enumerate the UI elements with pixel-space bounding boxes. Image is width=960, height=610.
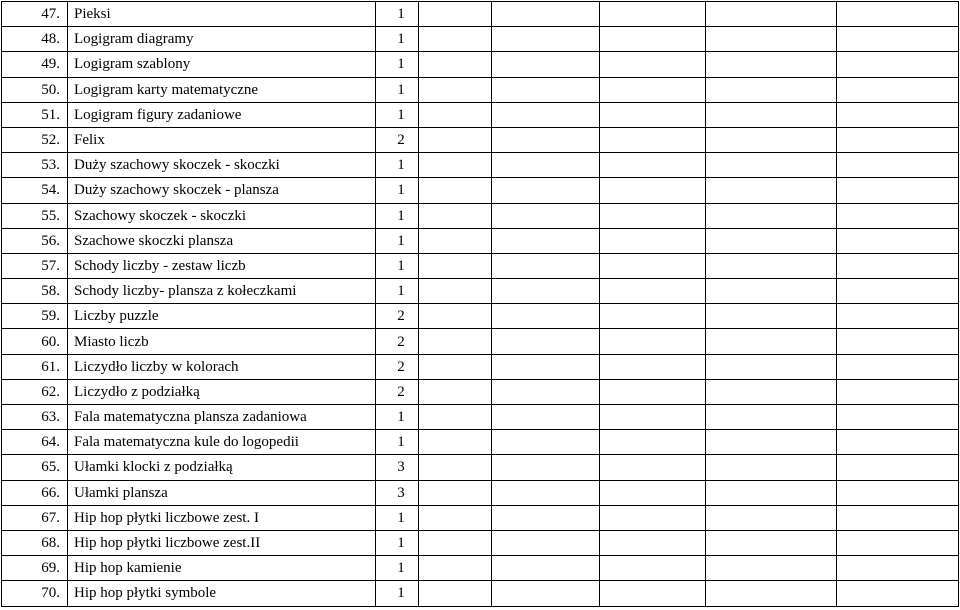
- empty-cell: [600, 279, 706, 304]
- quantity-cell: 1: [376, 430, 419, 455]
- table-row: [2, 505, 959, 530]
- empty-cell: [600, 203, 706, 228]
- empty-cell: [419, 581, 492, 606]
- empty-cell: [837, 581, 959, 606]
- empty-cell: [492, 253, 600, 278]
- empty-cell: [492, 505, 600, 530]
- empty-cell: [706, 127, 837, 152]
- empty-cell: [837, 153, 959, 178]
- quantity-cell: 2: [376, 379, 419, 404]
- empty-cell: [706, 430, 837, 455]
- empty-cell: [419, 455, 492, 480]
- empty-cell: [419, 228, 492, 253]
- empty-cell: [837, 203, 959, 228]
- table-row: [2, 77, 959, 102]
- empty-cell: [419, 379, 492, 404]
- empty-cell: [600, 455, 706, 480]
- item-name-cell: Hip hop kamienie: [68, 556, 376, 581]
- empty-cell: [600, 102, 706, 127]
- empty-cell: [837, 253, 959, 278]
- table-row: [2, 556, 959, 581]
- empty-cell: [706, 505, 837, 530]
- empty-cell: [600, 530, 706, 555]
- empty-cell: [706, 27, 837, 52]
- empty-cell: [706, 455, 837, 480]
- empty-cell: [419, 77, 492, 102]
- quantity-cell: 3: [376, 455, 419, 480]
- empty-cell: [706, 581, 837, 606]
- empty-cell: [419, 430, 492, 455]
- quantity-cell: 1: [376, 581, 419, 606]
- empty-cell: [837, 430, 959, 455]
- row-number-cell: 54.: [2, 178, 68, 203]
- empty-cell: [600, 127, 706, 152]
- item-name-cell: Szachowe skoczki plansza: [68, 228, 376, 253]
- empty-cell: [492, 228, 600, 253]
- empty-cell: [492, 153, 600, 178]
- empty-cell: [706, 279, 837, 304]
- empty-cell: [837, 455, 959, 480]
- empty-cell: [706, 556, 837, 581]
- table-row: [2, 279, 959, 304]
- quantity-cell: 1: [376, 102, 419, 127]
- table-row: [2, 581, 959, 606]
- empty-cell: [600, 153, 706, 178]
- item-name-cell: Schody liczby- plansza z kołeczkami: [68, 279, 376, 304]
- row-number-cell: 49.: [2, 52, 68, 77]
- empty-cell: [492, 127, 600, 152]
- empty-cell: [600, 405, 706, 430]
- table-row: [2, 102, 959, 127]
- empty-cell: [492, 304, 600, 329]
- row-number-cell: 63.: [2, 405, 68, 430]
- empty-cell: [419, 354, 492, 379]
- empty-cell: [600, 253, 706, 278]
- empty-cell: [706, 304, 837, 329]
- empty-cell: [492, 102, 600, 127]
- empty-cell: [837, 329, 959, 354]
- table-row: [2, 228, 959, 253]
- empty-cell: [706, 102, 837, 127]
- item-name-cell: Hip hop płytki symbole: [68, 581, 376, 606]
- empty-cell: [492, 203, 600, 228]
- row-number-cell: 66.: [2, 480, 68, 505]
- empty-cell: [492, 405, 600, 430]
- item-name-cell: Ułamki plansza: [68, 480, 376, 505]
- empty-cell: [600, 581, 706, 606]
- empty-cell: [492, 379, 600, 404]
- quantity-cell: 1: [376, 52, 419, 77]
- empty-cell: [706, 77, 837, 102]
- empty-cell: [600, 52, 706, 77]
- row-number-cell: 53.: [2, 153, 68, 178]
- empty-cell: [600, 2, 706, 27]
- empty-cell: [419, 178, 492, 203]
- quantity-cell: 1: [376, 405, 419, 430]
- empty-cell: [492, 530, 600, 555]
- empty-cell: [837, 379, 959, 404]
- empty-cell: [492, 279, 600, 304]
- empty-cell: [706, 405, 837, 430]
- item-name-cell: Liczydło liczby w kolorach: [68, 354, 376, 379]
- item-name-cell: Duży szachowy skoczek - plansza: [68, 178, 376, 203]
- empty-cell: [837, 480, 959, 505]
- table-row: [2, 178, 959, 203]
- row-number-cell: 61.: [2, 354, 68, 379]
- empty-cell: [706, 379, 837, 404]
- item-name-cell: Logigram diagramy: [68, 27, 376, 52]
- empty-cell: [419, 405, 492, 430]
- empty-cell: [419, 52, 492, 77]
- table-body: [2, 2, 959, 607]
- empty-cell: [706, 530, 837, 555]
- quantity-cell: 1: [376, 153, 419, 178]
- empty-cell: [837, 52, 959, 77]
- empty-cell: [492, 77, 600, 102]
- empty-cell: [837, 279, 959, 304]
- empty-cell: [419, 102, 492, 127]
- empty-cell: [706, 329, 837, 354]
- empty-cell: [419, 153, 492, 178]
- empty-cell: [837, 530, 959, 555]
- quantity-cell: 1: [376, 556, 419, 581]
- empty-cell: [837, 354, 959, 379]
- empty-cell: [492, 354, 600, 379]
- empty-cell: [492, 2, 600, 27]
- item-name-cell: Schody liczby - zestaw liczb: [68, 253, 376, 278]
- empty-cell: [600, 379, 706, 404]
- empty-cell: [419, 556, 492, 581]
- row-number-cell: 58.: [2, 279, 68, 304]
- quantity-cell: 2: [376, 127, 419, 152]
- item-name-cell: Pieksi: [68, 2, 376, 27]
- empty-cell: [492, 329, 600, 354]
- row-number-cell: 52.: [2, 127, 68, 152]
- table-row: [2, 530, 959, 555]
- quantity-cell: 1: [376, 203, 419, 228]
- quantity-cell: 1: [376, 253, 419, 278]
- empty-cell: [600, 178, 706, 203]
- row-number-cell: 47.: [2, 2, 68, 27]
- empty-cell: [600, 77, 706, 102]
- empty-cell: [419, 329, 492, 354]
- empty-cell: [837, 505, 959, 530]
- row-number-cell: 56.: [2, 228, 68, 253]
- empty-cell: [837, 127, 959, 152]
- empty-cell: [600, 27, 706, 52]
- empty-cell: [492, 556, 600, 581]
- quantity-cell: 1: [376, 228, 419, 253]
- item-name-cell: Fala matematyczna plansza zadaniowa: [68, 405, 376, 430]
- item-name-cell: Szachowy skoczek - skoczki: [68, 203, 376, 228]
- empty-cell: [706, 153, 837, 178]
- empty-cell: [837, 102, 959, 127]
- row-number-cell: 69.: [2, 556, 68, 581]
- row-number-cell: 70.: [2, 581, 68, 606]
- item-name-cell: Liczby puzzle: [68, 304, 376, 329]
- empty-cell: [600, 556, 706, 581]
- item-name-cell: Logigram szablony: [68, 52, 376, 77]
- empty-cell: [492, 27, 600, 52]
- empty-cell: [492, 480, 600, 505]
- empty-cell: [706, 2, 837, 27]
- row-number-cell: 48.: [2, 27, 68, 52]
- empty-cell: [419, 480, 492, 505]
- row-number-cell: 51.: [2, 102, 68, 127]
- table-row: [2, 379, 959, 404]
- table-row: [2, 52, 959, 77]
- empty-cell: [706, 480, 837, 505]
- item-name-cell: Duży szachowy skoczek - skoczki: [68, 153, 376, 178]
- table-row: [2, 329, 959, 354]
- table-row: [2, 480, 959, 505]
- quantity-cell: 1: [376, 2, 419, 27]
- item-name-cell: Felix: [68, 127, 376, 152]
- quantity-cell: 2: [376, 354, 419, 379]
- empty-cell: [706, 228, 837, 253]
- table-row: [2, 203, 959, 228]
- empty-cell: [837, 405, 959, 430]
- empty-cell: [600, 228, 706, 253]
- table-row: [2, 153, 959, 178]
- empty-cell: [600, 329, 706, 354]
- quantity-cell: 1: [376, 279, 419, 304]
- empty-cell: [837, 304, 959, 329]
- row-number-cell: 57.: [2, 253, 68, 278]
- empty-cell: [492, 581, 600, 606]
- empty-cell: [419, 279, 492, 304]
- empty-cell: [419, 505, 492, 530]
- item-name-cell: Logigram karty matematyczne: [68, 77, 376, 102]
- item-name-cell: Logigram figury zadaniowe: [68, 102, 376, 127]
- item-name-cell: Fala matematyczna kule do logopedii: [68, 430, 376, 455]
- row-number-cell: 62.: [2, 379, 68, 404]
- item-name-cell: Ułamki klocki z podziałką: [68, 455, 376, 480]
- empty-cell: [419, 127, 492, 152]
- table-row: [2, 253, 959, 278]
- empty-cell: [419, 530, 492, 555]
- empty-cell: [600, 505, 706, 530]
- table-row: [2, 455, 959, 480]
- empty-cell: [600, 480, 706, 505]
- table-row: [2, 127, 959, 152]
- row-number-cell: 65.: [2, 455, 68, 480]
- empty-cell: [492, 455, 600, 480]
- table-row: [2, 2, 959, 27]
- row-number-cell: 55.: [2, 203, 68, 228]
- row-number-cell: 68.: [2, 530, 68, 555]
- row-number-cell: 50.: [2, 77, 68, 102]
- table-row: [2, 405, 959, 430]
- quantity-cell: 3: [376, 480, 419, 505]
- item-name-cell: Hip hop płytki liczbowe zest.II: [68, 530, 376, 555]
- empty-cell: [837, 556, 959, 581]
- empty-cell: [600, 430, 706, 455]
- empty-cell: [419, 203, 492, 228]
- empty-cell: [706, 203, 837, 228]
- item-name-cell: Liczydło z podziałką: [68, 379, 376, 404]
- empty-cell: [706, 178, 837, 203]
- quantity-cell: 1: [376, 505, 419, 530]
- empty-cell: [837, 228, 959, 253]
- empty-cell: [492, 430, 600, 455]
- quantity-cell: 1: [376, 178, 419, 203]
- empty-cell: [837, 2, 959, 27]
- empty-cell: [837, 178, 959, 203]
- empty-cell: [419, 304, 492, 329]
- quantity-cell: 2: [376, 304, 419, 329]
- quantity-cell: 2: [376, 329, 419, 354]
- empty-cell: [600, 304, 706, 329]
- quantity-cell: 1: [376, 27, 419, 52]
- quantity-cell: 1: [376, 530, 419, 555]
- empty-cell: [419, 2, 492, 27]
- quantity-cell: 1: [376, 77, 419, 102]
- empty-cell: [706, 354, 837, 379]
- empty-cell: [492, 178, 600, 203]
- empty-cell: [419, 253, 492, 278]
- item-name-cell: Miasto liczb: [68, 329, 376, 354]
- inventory-table: [1, 1, 959, 607]
- empty-cell: [706, 253, 837, 278]
- item-name-cell: Hip hop płytki liczbowe zest. I: [68, 505, 376, 530]
- table-row: [2, 430, 959, 455]
- table-row: [2, 304, 959, 329]
- empty-cell: [837, 27, 959, 52]
- table-row: [2, 27, 959, 52]
- empty-cell: [706, 52, 837, 77]
- row-number-cell: 60.: [2, 329, 68, 354]
- row-number-cell: 64.: [2, 430, 68, 455]
- row-number-cell: 67.: [2, 505, 68, 530]
- table-row: [2, 354, 959, 379]
- empty-cell: [419, 27, 492, 52]
- empty-cell: [837, 77, 959, 102]
- empty-cell: [600, 354, 706, 379]
- row-number-cell: 59.: [2, 304, 68, 329]
- empty-cell: [492, 52, 600, 77]
